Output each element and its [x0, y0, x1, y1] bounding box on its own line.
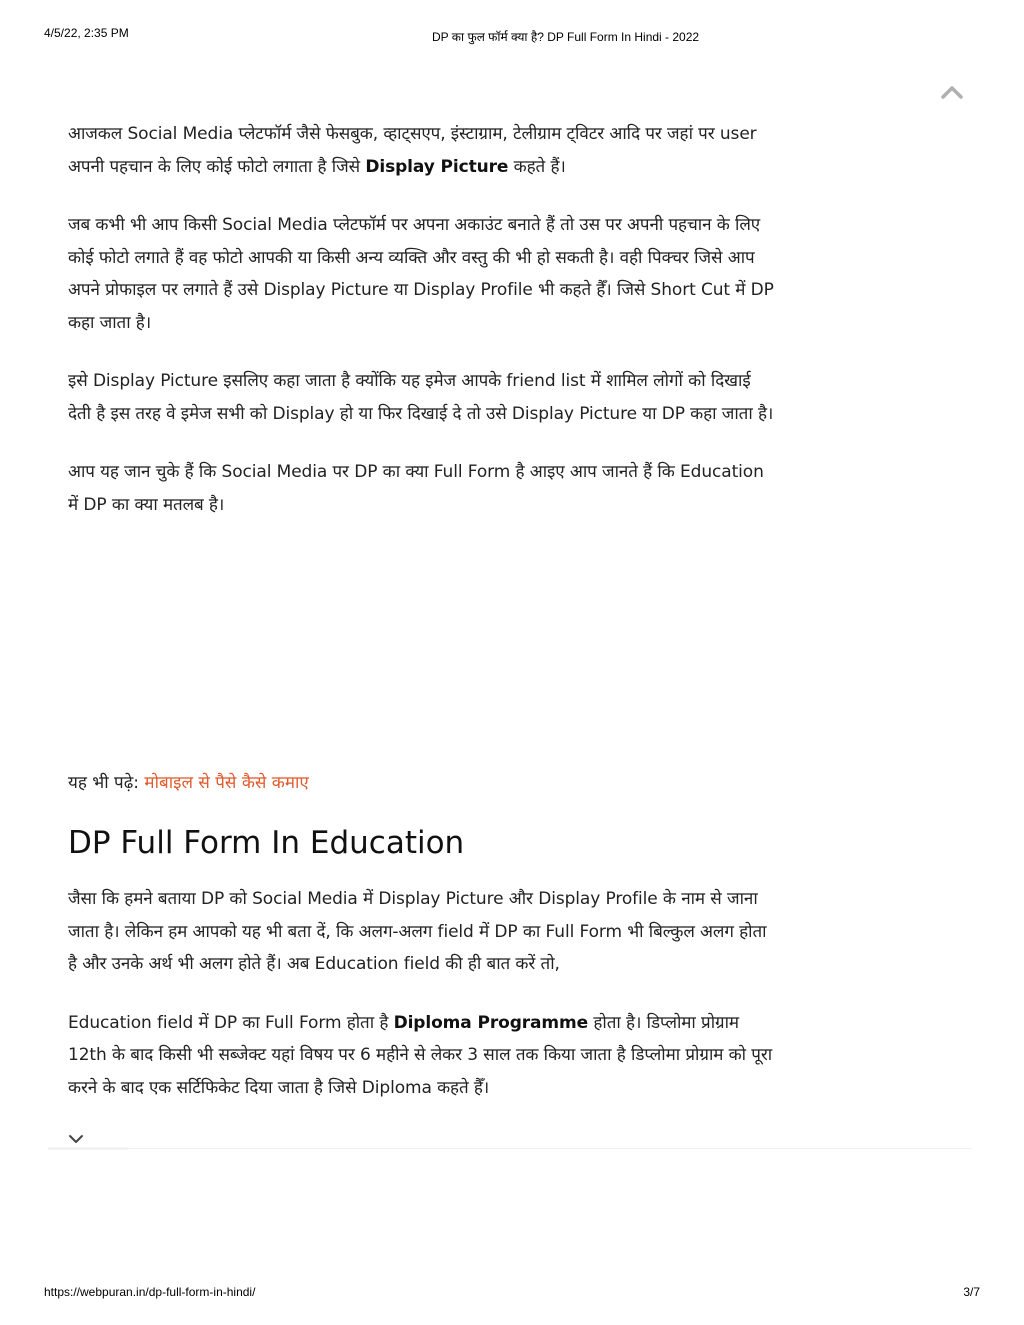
display-picture-bold: Display Picture [365, 156, 509, 177]
paragraph-account: जब कभी भी आप किसी Social Media प्लेटफॉर्म पर अपना अकाउंट बनाते हैं तो उस पर अपनी पहचान के लिए कोई फोटो लगाते हैं वह फोटो आपकी या किसी अन्य व्यक्ति और वस्तु की भी हो सकती है। वही पिक्चर जिसे आप अपने प्रोफाइल पर लगाते हैं उसे Display Picture या Display Profile भी कहते हैँ। जिसे Short Cut में DP कहा जाता है। [68, 215, 774, 333]
section-heading: DP Full Form In Education [68, 825, 465, 861]
ad-space [68, 547, 778, 767]
paragraph-education-intro: आप यह जान चुके हैं कि Social Media पर DP का क्या Full Form है आइए आप जानते हैं कि Education में DP का क्या मतलब है। [68, 462, 764, 515]
print-page-number: 3/7 [963, 1285, 980, 1299]
paragraph-why-display-picture: इसे Display Picture इसलिए कहा जाता है क्योंकि यह इमेज आपके friend list में शामिल लोगों को दिखाई देती है इस तरह वे इमेज सभी को Display हो या फिर दिखाई दे तो उसे Display Picture या DP कहा जाता है। [68, 371, 774, 424]
diploma-programme-bold: Diploma Programme [393, 1012, 589, 1033]
paragraph-diploma-end: होता है। डिप्लोमा प्रोग्राम 12th के बाद किसी भी सब्जेक्ट यहां विषय पर 6 महीने से लेकर 3 साल तक किया जाता है डिप्लोमा प्रोग्राम को पूरा करने के बाद एक सर्टिफिकेट दिया जाता है जिसे Diploma कहते हैँ। [68, 1012, 773, 1098]
paragraph-diploma-text: Education field में DP का Full Form होता है [68, 1012, 394, 1033]
paragraph-education-fields: जैसा कि हमने बताया DP को Social Media में Display Picture और Display Profile के नाम से जाना जाता है। लेकिन हम आपको यह भी बता दें, कि अलग-अलग field में DP का Full Form भी बिल्कुल अलग होता है और उनके अर्थ भी अलग होते हैं। अब Education field की ही बात करें तो, [68, 889, 767, 974]
print-page-title: DP का फुल फॉर्म क्या है? DP Full Form In Hindi - 2022 [432, 30, 700, 44]
paragraph-intro-text: आजकल Social Media प्लेटफॉर्म जैसे फेसबुक, व्हाट्सएप, इंस्टाग्राम, टेलीग्राम ट्विटर आदि पर जहां पर user अपनी पहचान के लिए कोई फोटो लगाता है जिसे [68, 124, 757, 177]
print-datetime: 4/5/22, 2:35 PM [44, 26, 129, 40]
read-also [68, 767, 778, 799]
read-also-link[interactable]: मोबाइल से पैसे कैसे कमाए [144, 773, 309, 793]
print-footer [0, 1285, 1024, 1303]
print-url: https://webpuran.in/dp-full-form-in-hindi/ [44, 1285, 256, 1299]
chevron-up-icon [941, 85, 963, 99]
paragraph-intro [68, 118, 778, 183]
paragraph-intro-end: कहते हैं। [508, 156, 566, 177]
article-body [68, 118, 778, 1130]
print-header [0, 26, 1024, 44]
scroll-to-top-button[interactable] [938, 82, 966, 102]
read-also-label: यह भी पढ़े: [68, 773, 145, 793]
expand-button[interactable] [68, 1130, 86, 1144]
chevron-down-icon [68, 1133, 84, 1145]
divider [48, 1148, 972, 1149]
paragraph-diploma [68, 1007, 778, 1105]
